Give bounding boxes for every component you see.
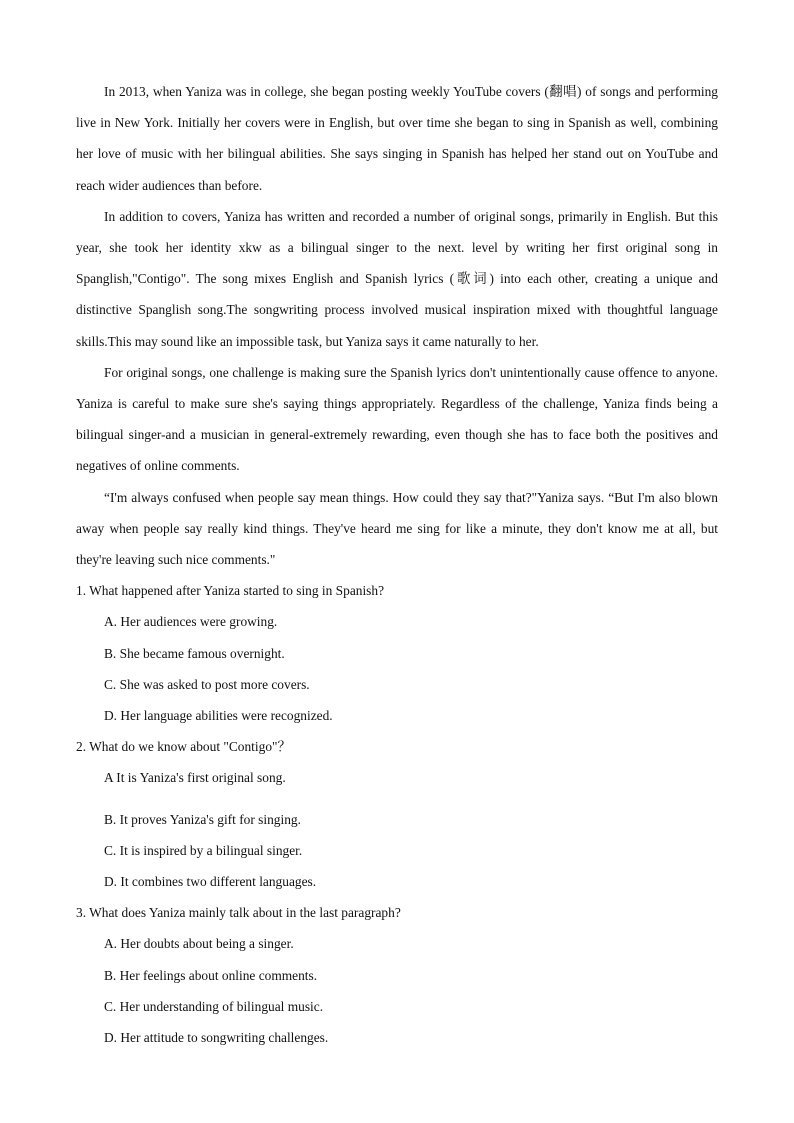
question-2-option-c: C. It is inspired by a bilingual singer. xyxy=(104,842,303,858)
question-2-option-a: A It is Yaniza's first original song. xyxy=(104,770,286,786)
question-1-stem: 1. What happened after Yaniza started to sing in Spanish? xyxy=(76,583,385,599)
question-2-option-b: B. It proves Yaniza's gift for singing. xyxy=(104,811,301,827)
question-3-option-b: B. Her feelings about online comments. xyxy=(104,967,318,983)
question-2-option-d: D. It combines two different languages. xyxy=(104,874,317,890)
question-1-option-a: A. Her audiences were growing. xyxy=(104,614,278,630)
question-3-option-c: C. Her understanding of bilingual music. xyxy=(104,998,324,1014)
passage-paragraph-2: In addition to covers, Yaniza has written and recorded a number of original songs, primarily in English. But this year, she took her identity xkw as a bilingual singer to the next. level by writing her first original song in Spanglish,"Contigo". The song mixes English and Spanish lyrics (歌词) into each other, creating a unique and distinctive Spanglish song.The songwriting process involved musical inspiration mixed with thoughtful language skills.This may sound like an impossible task, but Yaniza says it came naturally to her. xyxy=(76,208,718,349)
passage-paragraph-3: For original songs, one challenge is making sure the Spanish lyrics don't unintentionally cause offence to anyone. Yaniza is careful to make sure she's saying things appropriately. Regardless of the challenge, Yaniza finds being a bilingual singer-and a musician in general-extremely rewarding, even though she has to face both the positives and negatives of online comments. xyxy=(76,364,718,474)
passage-paragraph-4: “I'm always confused when people say mean things. How could they say that?"Yaniza says. “But I'm also blown away when people say really kind things. They've heard me sing for like a minute, they don't know me at all, but they're leaving such nice comments." xyxy=(76,489,718,568)
question-3-option-d: D. Her attitude to songwriting challenges. xyxy=(104,1030,329,1046)
question-1 xyxy=(76,575,718,731)
question-1-option-b: B. She became famous overnight. xyxy=(104,645,285,661)
question-3-stem: 3. What does Yaniza mainly talk about in the last paragraph? xyxy=(76,905,401,921)
question-1-option-c: C. She was asked to post more covers. xyxy=(104,676,310,692)
question-2 xyxy=(76,731,718,897)
question-3-option-a: A. Her doubts about being a singer. xyxy=(104,936,294,952)
question-2-stem: 2. What do we know about "Contigo"？ xyxy=(76,739,291,755)
passage-paragraph-1: In 2013, when Yaniza was in college, she began posting weekly YouTube covers (翻唱) of songs and performing live in New York. Initially her covers were in English, but over time she began to sing in Spanish as well, combining her love of music with her bilingual abilities. She says singing in Spanish has helped her stand out on YouTube and reach wider audiences than before. xyxy=(76,84,718,193)
question-1-option-d: D. Her language abilities were recognized. xyxy=(104,708,333,724)
question-3 xyxy=(76,897,718,1053)
document-body xyxy=(76,76,718,1053)
